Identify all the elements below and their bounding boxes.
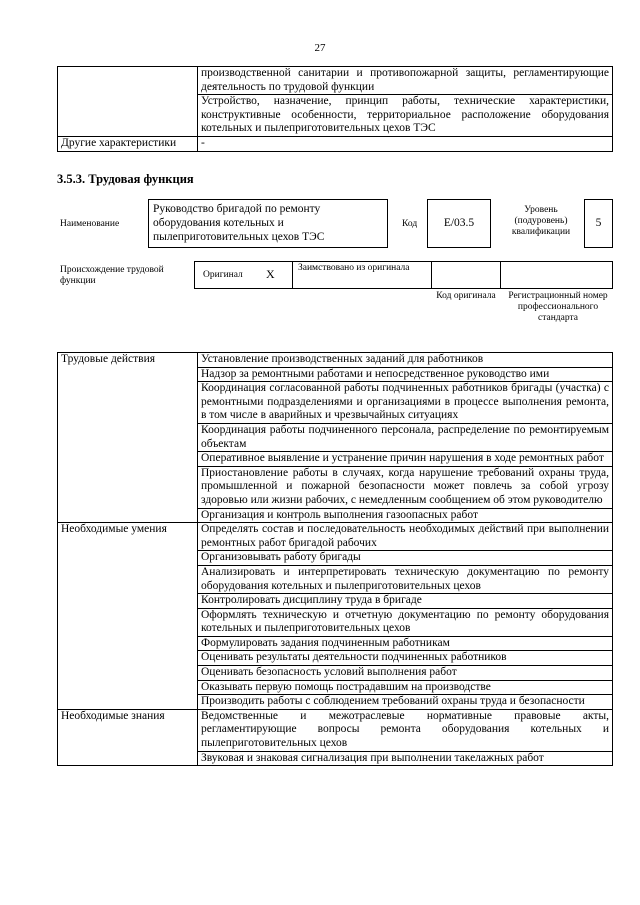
level-box xyxy=(584,199,613,248)
table-cell-value: производственной санитарии и противопожарной защиты, регламентирующие деятельность по трудовой функции xyxy=(198,67,613,95)
code-value: E/03.5 xyxy=(443,217,475,229)
table-cell-value: Анализировать и интерпретировать техническую документацию по ремонту оборудования котельных и пылеприготовительных цехов xyxy=(198,565,613,593)
table-cell-value: Производить работы с соблюдением требований охраны труда и безопасности xyxy=(198,695,613,710)
original-label: Оригинал xyxy=(203,270,243,280)
table-cell-value: Оказывать первую помощь пострадавшим на производстве xyxy=(198,680,613,695)
table-cell-value: Установление производственных заданий для работников xyxy=(198,353,613,368)
level-value: 5 xyxy=(595,217,602,229)
table-cell-value: Звуковая и знаковая сигнализация при выполнении такелажных работ xyxy=(198,751,613,766)
table-row xyxy=(58,523,613,551)
other-characteristics-label: Другие характеристики xyxy=(58,136,198,151)
table-cell-value: Приостановление работы в случаях, когда нарушение требований охраны труда, промышленной и пожарной безопасности может повлечь за собой угрозу здоровью или жизни рабочих, с немедленным сообщением об этом руководителю xyxy=(198,466,613,508)
code-box xyxy=(427,199,491,248)
borrowed-label: Заимствовано из оригинала xyxy=(298,263,410,273)
table-cell-value: Координация работы подчиненного персонала, распределение по ремонтируемым объектам xyxy=(198,423,613,451)
page-number: 27 xyxy=(314,42,326,54)
origin-divider xyxy=(292,261,293,289)
function-name-box xyxy=(148,199,388,248)
table-cell-value: Устройство, назначение, принцип работы, технические характеристики, конструктивные особенности, территориальное расположение оборудования котельных и пылеприготовительных цехов ТЭС xyxy=(198,95,613,137)
origin-divider xyxy=(500,261,501,289)
required-skills-label: Необходимые умения xyxy=(58,523,198,710)
table-cell-value: Оценивать безопасность условий выполнения работ xyxy=(198,666,613,681)
origin-label: Происхождение трудовой функции xyxy=(60,265,164,286)
table-cell-value: Формулировать задания подчиненным работникам xyxy=(198,636,613,651)
table-cell-label xyxy=(58,67,198,137)
labor-actions-label: Трудовые действия xyxy=(58,353,198,523)
table-cell-value: Надзор за ремонтными работами и непосредственное руководство ими xyxy=(198,367,613,382)
table-cell-value: Оценивать результаты деятельности подчиненных работников xyxy=(198,651,613,666)
reg-number-label: Регистрационный номер профессионального стандарта xyxy=(508,291,608,323)
table-cell-value: Контролировать дисциплину труда в бригаде xyxy=(198,594,613,609)
name-label: Наименование xyxy=(60,219,120,229)
origin-code-label: Код оригинала xyxy=(436,291,496,301)
code-label: Код xyxy=(402,219,418,229)
other-characteristics-value: - xyxy=(198,136,613,151)
table-row xyxy=(58,136,613,151)
top-characteristics-table xyxy=(57,66,613,152)
table-cell-value: Оформлять техническую и отчетную документацию по ремонту оборудования котельных и пылеприготовительных цехов xyxy=(198,608,613,636)
table-cell-value: Оперативное выявление и устранение причин нарушения в ходе ремонтных работ xyxy=(198,452,613,467)
table-cell-value: Определять состав и последовательность необходимых действий при выполнении ремонтных работ бригадой рабочих xyxy=(198,523,613,551)
table-cell-value: Организовывать работу бригады xyxy=(198,551,613,566)
origin-divider xyxy=(431,261,432,289)
table-row xyxy=(58,353,613,368)
table-cell-value: Ведомственные и межотраслевые нормативные правовые акты, регламентирующие вопросы ремонта оборудования котельных и пылеприготовительных цехов xyxy=(198,709,613,751)
level-label: Уровень (подуровень) квалификации xyxy=(511,205,571,237)
function-name-value: Руководство бригадой по ремонту оборудования котельных и пылеприготовительных цехов ТЭС xyxy=(153,203,325,243)
function-requirements-table xyxy=(57,352,613,766)
required-knowledge-label: Необходимые знания xyxy=(58,709,198,765)
table-row xyxy=(58,67,613,95)
table-cell-value: Координация согласованной работы подчиненных работников бригады (участка) с ремонтными подразделениями и организациями в процессе выполнения ремонта, в том числе в аварийных и чрезвычайных ситуациях xyxy=(198,382,613,424)
original-mark: X xyxy=(266,267,275,281)
table-cell-value: Организация и контроль выполнения газоопасных работ xyxy=(198,508,613,523)
table-row xyxy=(58,709,613,751)
section-title: 3.5.3. Трудовая функция xyxy=(57,172,194,186)
